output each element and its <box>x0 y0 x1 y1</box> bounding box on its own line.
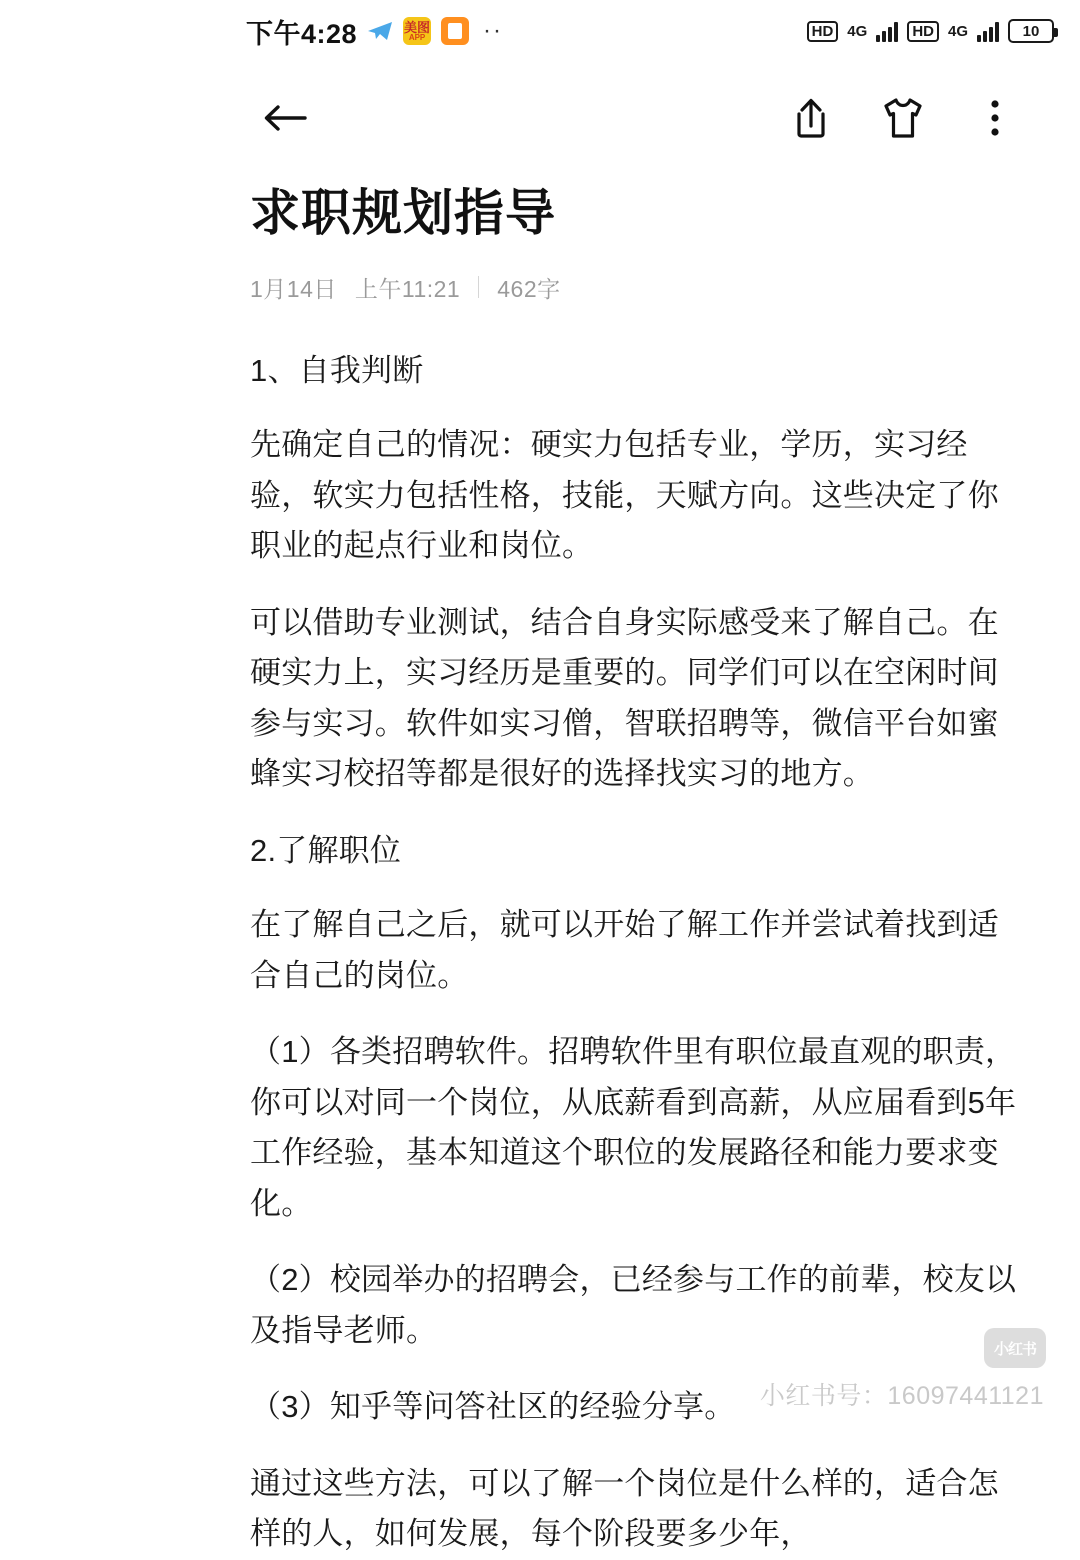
article-paragraph: 在了解自己之后，就可以开始了解工作并尝试着找到适合自己的岗位。 <box>250 907 999 993</box>
meitu-badge-sub: APP <box>408 32 426 42</box>
article-word-count: 462字 <box>497 275 561 302</box>
article-paragraph: （2）校园举办的招聘会，已经参与工作的前辈，校友以及指导老师。 <box>250 1262 1017 1348</box>
article-meta <box>250 271 1028 304</box>
orange-app-icon <box>441 17 469 45</box>
article-paragraph: 可以借助专业测试，结合自身实际感受来了解自己。在硬实力上，实习经历是重要的。同学们可以在空闲时间参与实习。软件如实习僧，智联招聘等，微信平台如蜜蜂实习校招等都是很好的选择找实习的地方。 <box>250 604 999 792</box>
status-bar-right <box>807 19 1054 43</box>
network-type-1: 4G <box>847 22 868 40</box>
share-button[interactable] <box>774 81 848 155</box>
status-bar-left <box>246 12 503 51</box>
app-toolbar <box>0 62 1080 174</box>
status-bar <box>0 0 1080 62</box>
more-vertical-icon <box>988 96 1002 140</box>
article-time: 上午11:21 <box>354 275 461 302</box>
telegram-plane-icon <box>367 21 393 41</box>
article-date: 1月14日 <box>250 275 337 302</box>
article-paragraph: 先确定自己的情况：硬实力包括专业，学历，实习经验，软实力包括性格，技能，天赋方向。这些决定了你职业的起点行业和岗位。 <box>250 427 999 564</box>
signal-bars-icon-2 <box>977 20 999 42</box>
hd-icon-2: HD <box>907 21 939 42</box>
battery-level: 10 <box>1022 22 1040 40</box>
meitu-badge-icon <box>403 17 431 45</box>
article-paragraph: 通过这些方法，可以了解一个岗位是什么样的，适合怎样的人，如何发展，每个阶段要多少年， <box>250 1465 999 1552</box>
article-paragraph: （3）知乎等问答社区的经验分享。 <box>250 1389 736 1425</box>
hd-icon-1: HD <box>807 21 839 42</box>
watermark-id: 小红书号：16097441121 <box>759 1382 1044 1410</box>
article-paragraph: 1、自我判断 <box>250 352 424 388</box>
more-dots-icon: ·· <box>483 17 504 44</box>
toolbar-actions <box>774 81 1032 155</box>
meitu-badge-text: 美图 <box>404 19 431 35</box>
watermark-logo: 小红书 <box>984 1328 1046 1368</box>
signal-bars-icon-1 <box>876 20 898 42</box>
more-options-button[interactable] <box>958 81 1032 155</box>
share-icon <box>791 96 831 140</box>
network-type-2: 4G <box>947 22 968 40</box>
article-container <box>0 174 1080 1560</box>
back-button[interactable] <box>248 81 322 155</box>
shirt-button[interactable] <box>866 81 940 155</box>
article-paragraph: （1）各类招聘软件。招聘软件里有职位最直观的职责，你可以对同一个岗位，从底薪看到高薪，从应届看到5年工作经验，基本知道这个职位的发展路径和能力要求变化。 <box>250 1034 1017 1221</box>
page-title: 求职规划指导 <box>250 185 556 241</box>
article-paragraph: 2.了解职位 <box>250 832 402 868</box>
shirt-icon <box>879 95 927 141</box>
battery-icon <box>1008 19 1054 43</box>
meta-divider <box>478 276 479 298</box>
status-time: 下午4:28 <box>246 18 358 49</box>
back-arrow-icon <box>261 100 309 136</box>
